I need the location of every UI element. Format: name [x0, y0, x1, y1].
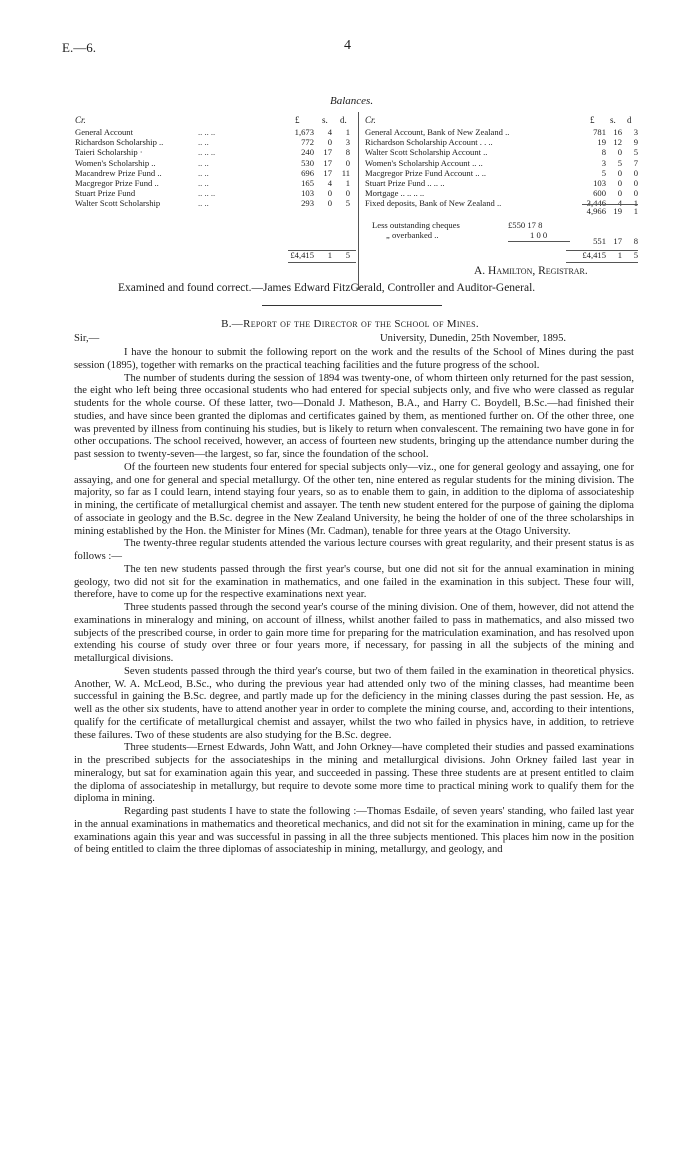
page-reference: E.—6.: [62, 40, 96, 55]
left-account-pence: 1: [345, 127, 350, 137]
left-account-leader: .. ..: [198, 198, 209, 209]
right-account-pence: 0: [633, 178, 638, 188]
left-account-shillings: 4: [327, 178, 332, 188]
right-account-pence: 0: [633, 167, 638, 178]
right-account-pounds: 781: [593, 127, 606, 137]
report-paragraph: Three students—Ernest Edwards, John Watt, and John Orkney—have completed their studies and passed examinations in the prescribed subjects for the associateships in the mining and metallurgical divisions. John Orkney failed last year in mineralogy, but sat for examination again this year, and succeeded in passing. These three students are at present entitled to claim the diploma of associateship in metallurgy, but require to devote some more time to practical mining work to qualify them for the diploma in mining.: [74, 742, 634, 805]
left-account-name: Walter Scott Scholarship: [75, 198, 161, 209]
left-account-name: General Account: [75, 127, 133, 137]
right-account-pence: 9: [633, 137, 638, 148]
right-account-pence: 7: [633, 157, 638, 168]
overbanked-label: „ overbanked ..: [386, 230, 439, 240]
right-pence-header: d: [627, 115, 632, 125]
left-total-shillings: 1: [327, 250, 332, 260]
report-paragraph: Seven students passed through the third year's course, but two of them failed in the examination in theoretical physics. Another, W. A. McLeod, B.Sc., who during the previous year had attended only two of the mining classes, had meantime been successful in gaining the B.Sc. degree, and partly made up for the deficiency in the mining classes during the past session. He, as well as the other six students, have to attend another year in order to complete the mining course, and, according to their intentions, qualify for the certificate of metallurgical chemist and assayer, whilst the two who failed in physics have, in addition, to retrieve these failures. Two of these students are also studying for the B.Sc. degree.: [74, 665, 634, 741]
left-account-shillings: 0: [327, 137, 332, 148]
less-total-pence: 8: [633, 236, 638, 246]
right-account-shillings: 0: [617, 167, 622, 178]
right-account-name: Walter Scott Scholarship Account ..: [365, 147, 488, 158]
right-account-shillings: 12: [613, 137, 622, 148]
right-account-pounds: 103: [593, 178, 606, 188]
right-account-name: Fixed deposits, Bank of New Zealand ..: [365, 198, 502, 209]
report-body: [74, 347, 634, 857]
left-cr-label: Cr.: [75, 115, 86, 125]
left-total-pounds: £4,415: [290, 250, 314, 260]
left-account-shillings: 4: [327, 127, 332, 137]
right-account-pence: 3: [633, 127, 638, 137]
right-account-shillings: 16: [613, 127, 622, 137]
right-shilling-header: s.: [610, 115, 616, 125]
left-account-leader: .. ..: [198, 178, 209, 188]
right-account-name: Richardson Scholarship Account . . ..: [365, 137, 493, 148]
left-account-leader: .. ..: [198, 167, 209, 178]
right-account-pounds: 3: [601, 157, 606, 168]
left-account-leader: .. .. ..: [198, 188, 216, 199]
right-account-pence: 1: [633, 198, 638, 209]
overbanked-amount: 1 0 0: [530, 230, 548, 240]
right-total-pence: 5: [633, 250, 638, 260]
place-date: University, Dunedin, 25th November, 1895.: [380, 333, 567, 344]
left-account-shillings: 17: [323, 157, 332, 168]
column-divider: [358, 112, 359, 290]
right-account-shillings: 0: [617, 178, 622, 188]
left-account-name: Macgregor Prize Fund ..: [75, 178, 159, 188]
left-account-pence: 0: [345, 188, 350, 199]
right-account-shillings: 4: [617, 198, 622, 209]
report-paragraph: The twenty-three regular students attended the various lecture courses with great regularity, and their present status is as follows :—: [74, 538, 634, 562]
right-subtotal-rule: [582, 204, 638, 205]
report-paragraph: I have the honour to submit the following report on the work and the results of the School of Mines during the past session (1895), together with remarks on the practical teaching facilities and the future progress of the school.: [74, 347, 634, 371]
left-account-pence: 3: [345, 137, 350, 148]
left-account-name: Richardson Scholarship ..: [75, 137, 164, 148]
less-total-pounds: 551: [593, 236, 606, 246]
report-paragraph: Three students passed through the second year's course of the mining division. One of them, however, did not attend the examinations in mineralogy and mining, on account of illness, whilst another failed to pass in mathematics, and also missed two subjects of the prescribed course, in order to gain more time for preparing for the matriculation examination, and has resolved upon extending his course of study over three or four years more, if necessary, for passing in all the subjects of the mining and metallurgical divisions.: [74, 602, 634, 664]
right-total-shillings: 1: [617, 250, 622, 260]
right-account-shillings: 0: [617, 147, 622, 158]
right-account-name: Mortgage .. .. .. ..: [365, 188, 425, 199]
right-account-name: Stuart Prize Fund .. .. ..: [365, 178, 445, 188]
right-account-pounds: 600: [593, 188, 606, 199]
left-account-pounds: 293: [301, 198, 314, 209]
left-account-name: Stuart Prize Fund: [75, 188, 136, 199]
right-total-pounds: £4,415: [582, 250, 606, 260]
left-account-pence: 8: [345, 147, 350, 158]
left-account-leader: .. .. ..: [198, 147, 216, 158]
right-subtotal-pounds: 4,966: [586, 206, 606, 216]
right-account-pounds: 19: [597, 137, 606, 148]
right-subtotal-shillings: 19: [613, 206, 622, 216]
left-shilling-header: s.: [322, 115, 328, 125]
report-paragraph: The ten new students passed through the first year's course, but one did not sit for the annual examination in mining geology, two did not sit for the examination in mathematics, and one failed in the examination in this subject. These four will, therefore, have to come up for the respective examinations next year.: [74, 563, 634, 601]
left-account-shillings: 0: [327, 188, 332, 199]
left-account-pence: 11: [341, 167, 350, 178]
registrar-signature: A. Hamilton, Registrar.: [474, 265, 588, 277]
section-divider: [262, 305, 442, 306]
right-account-shillings: 0: [617, 188, 622, 199]
salutation: Sir,—: [74, 333, 100, 344]
right-account-pence: 0: [633, 188, 638, 199]
balances-heading: Balances.: [330, 95, 374, 107]
left-account-pounds: 240: [301, 147, 314, 158]
less-cheques-label: Less outstanding cheques: [372, 220, 460, 230]
left-account-pounds: 165: [301, 178, 314, 188]
left-account-name: Macandrew Prize Fund ..: [75, 167, 162, 178]
left-account-shillings: 17: [323, 147, 332, 158]
left-account-shillings: 0: [327, 198, 332, 209]
left-total-underline: [288, 262, 356, 263]
report-paragraph: Regarding past students I have to state the following :—Thomas Esdaile, of seven years' standing, who failed last year in the annual examinations in mathematics and theoretical mechanics, and did not sit for the examination in mining, came up for the examinations again this year and was successful in passing in all the three subjects mentioned. This places him now in the position of being entitled to claim the three diplomas of associateship in mining, metallurgy, and geology, and: [74, 806, 634, 856]
report-paragraph: Of the fourteen new students four entered for special subjects only—viz., one for general geology and assaying, one for assaying, and one for general and special metallurgy. Of the other ten, nine entered as regular students for the mining division. The majority, so far as I could learn, intend staying four years, so as to enable them to gain, in addition to the diploma of associateship in mining, the certificate of metallurgical chemist and assayer. The tenth new student entered for the purpose of gaining the diploma of associate in geology and the B.Sc. degree in the New Zealand University, he being the holder of one of the three scholarships in mining established by the Hon. the Minister for Mines (Mr. Cadman), tenable for three years at the Otago University.: [74, 461, 634, 537]
auditor-statement: Examined and found correct.—James Edward FitzGerald, Controller and Auditor-General.: [118, 282, 536, 294]
left-account-pence: 5: [345, 198, 350, 209]
left-account-leader: .. ..: [198, 137, 209, 148]
left-account-pounds: 530: [301, 157, 314, 168]
right-account-name: Macgregor Prize Fund Account .. ..: [365, 167, 487, 178]
left-account-pence: 1: [345, 178, 350, 188]
right-account-pounds: 3,446: [586, 198, 606, 209]
left-account-pounds: 696: [301, 167, 314, 178]
right-total-underline: [566, 262, 638, 263]
right-account-shillings: 5: [617, 157, 622, 168]
right-account-pounds: 8: [601, 147, 606, 158]
left-account-name: Women's Scholarship ..: [75, 157, 156, 168]
right-account-name: General Account, Bank of New Zealand ..: [365, 127, 510, 137]
right-cr-label: Cr.: [365, 115, 376, 125]
left-total-pence: 5: [345, 250, 350, 260]
right-account-pence: 5: [633, 147, 638, 158]
right-pound-header: £: [590, 115, 595, 125]
left-account-pounds: 1,673: [294, 127, 314, 137]
less-cheques-amount: £550 17 8: [508, 220, 543, 230]
left-account-pounds: 772: [301, 137, 314, 148]
right-subtotal-pence: 1: [633, 206, 638, 216]
left-account-name: Taieri Scholarship ·: [75, 147, 143, 158]
left-pence-header: d.: [340, 115, 347, 125]
report-paragraph: The number of students during the session of 1894 was twenty-one, of whom thirteen only returned for the past session, the eight who left being three occasional students who had entered for special subjects only, and five who were classed as regular students for the whole course. Of these latter, two—Donald J. Matheson, B.A., and Harry C. Boydell, B.Sc.—had finished their studies, and have since been granted the diplomas and certificates gained by them, as mentioned further on. Of the other three, one was prevented by illness from continuing his studies, but is likely to return when convalescent. The remaining two have gone in for other occupations. The school received, however, an access of fourteen new students, bringing up the attendance number during the past session to twenty-seven—the largest, so far, since the foundation of the school.: [74, 372, 634, 460]
left-pound-header: £: [295, 115, 300, 125]
right-account-name: Women's Scholarship Account .. ..: [365, 157, 483, 168]
right-account-pounds: 5: [601, 167, 606, 178]
left-account-leader: .. .. ..: [198, 127, 216, 137]
left-account-pence: 0: [345, 157, 350, 168]
left-account-pounds: 103: [301, 188, 314, 199]
page-number: 4: [344, 38, 351, 53]
less-rule: [508, 241, 570, 242]
less-total-shillings: 17: [613, 236, 622, 246]
left-account-leader: .. ..: [198, 157, 209, 168]
left-account-shillings: 17: [323, 167, 332, 178]
report-title: B.—Report of the Director of the School of Mines.: [221, 318, 479, 330]
